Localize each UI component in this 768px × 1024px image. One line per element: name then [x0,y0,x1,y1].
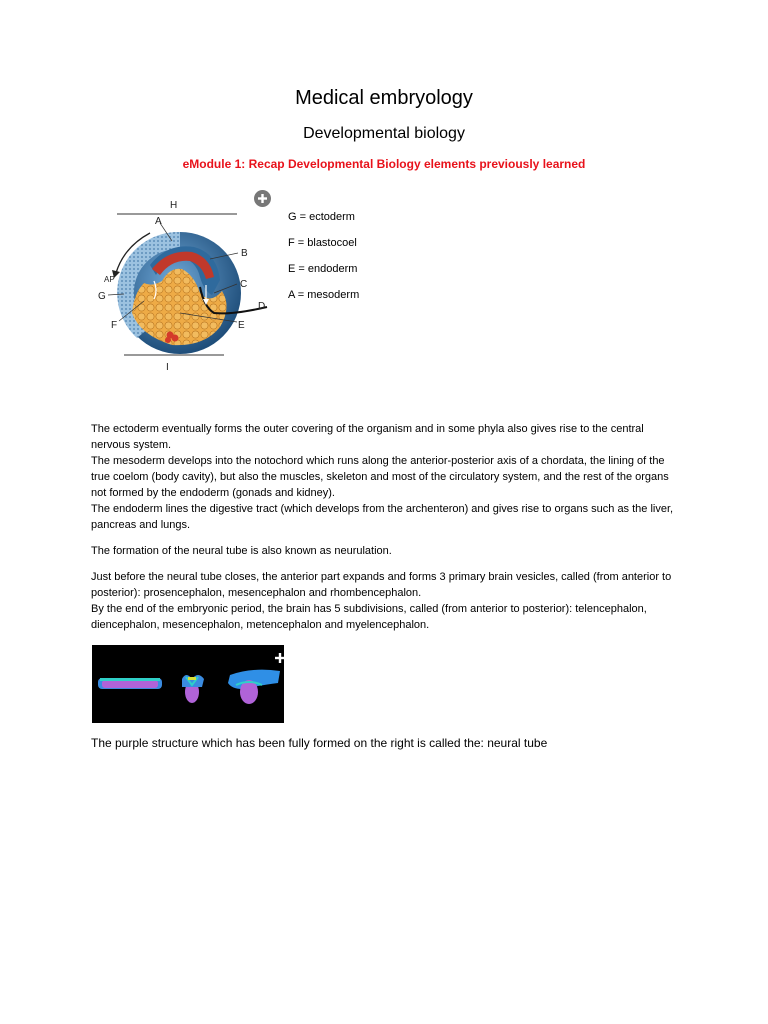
label-H: H [170,200,178,211]
label-D: D [258,301,266,312]
subdivisions-sentence: By the end of the embryonic period, the brain has 5 subdivisions, called (from anterior to posterior): telencephalon, diencephalon, mesencephalon, metencephalon and myelencephalon. [91,603,647,631]
endoderm-sentence: The endoderm lines the digestive tract (which develops from the archenteron) and gives rise to organs such as the liver, pancreas and lungs. [91,503,674,531]
legend-item-ectoderm: G = ectoderm [288,211,355,223]
image-zoom-plus-icon[interactable] [274,652,286,664]
diagram-zoom-plus-icon[interactable] [254,190,271,207]
neural-tube-image [92,645,284,723]
brain-vesicles-paragraph [91,569,681,633]
legend-item-mesoderm: A = mesoderm [288,289,360,301]
legend-item-endoderm: E = endoderm [288,263,358,275]
neural-tube-answer-text: The purple structure which has been fully formed on the right is called the: neural tube [91,736,548,750]
label-AP: AP [104,275,115,284]
page-subtitle: Developmental biology [303,125,465,142]
module-heading: eModule 1: Recap Developmental Biology elements previously learned [182,157,586,171]
legend-item-blastocoel: F = blastocoel [288,237,357,249]
page-title: Medical embryology [295,87,473,109]
primary-vesicles-sentence: Just before the neural tube closes, the anterior part expands and forms 3 primary brain vesicles, called (from anterior to posterior): prosencephalon, mesencephalon and rhombencephalon. [91,571,672,599]
label-B: B [241,248,248,259]
ectoderm-sentence: The ectoderm eventually forms the outer covering of the organism and in some phyla also gives rise to the central nervous system. [91,423,644,451]
gastrula-diagram [92,195,282,377]
neurulation-paragraph [91,543,681,559]
label-F: F [111,320,118,331]
germ-layers-paragraph [91,421,681,533]
neurulation-sentence: The formation of the neural tube is also known as neurulation. [91,545,392,557]
diagram-legend [288,210,359,314]
mesoderm-sentence: The mesoderm develops into the notochord which runs along the anterior-posterior axis of a chordata, the lining of the true coelom (body cavity), but also the muscles, skeleton and most of the circulatory system, and the rest of the organs not formed by the endoderm (gonads and kidney). [91,455,669,499]
neural-plate-stage [98,678,162,689]
label-A: A [155,216,162,227]
label-E: E [238,320,245,331]
label-G: G [98,291,106,302]
label-C: C [240,279,248,290]
label-I: I [166,362,169,373]
